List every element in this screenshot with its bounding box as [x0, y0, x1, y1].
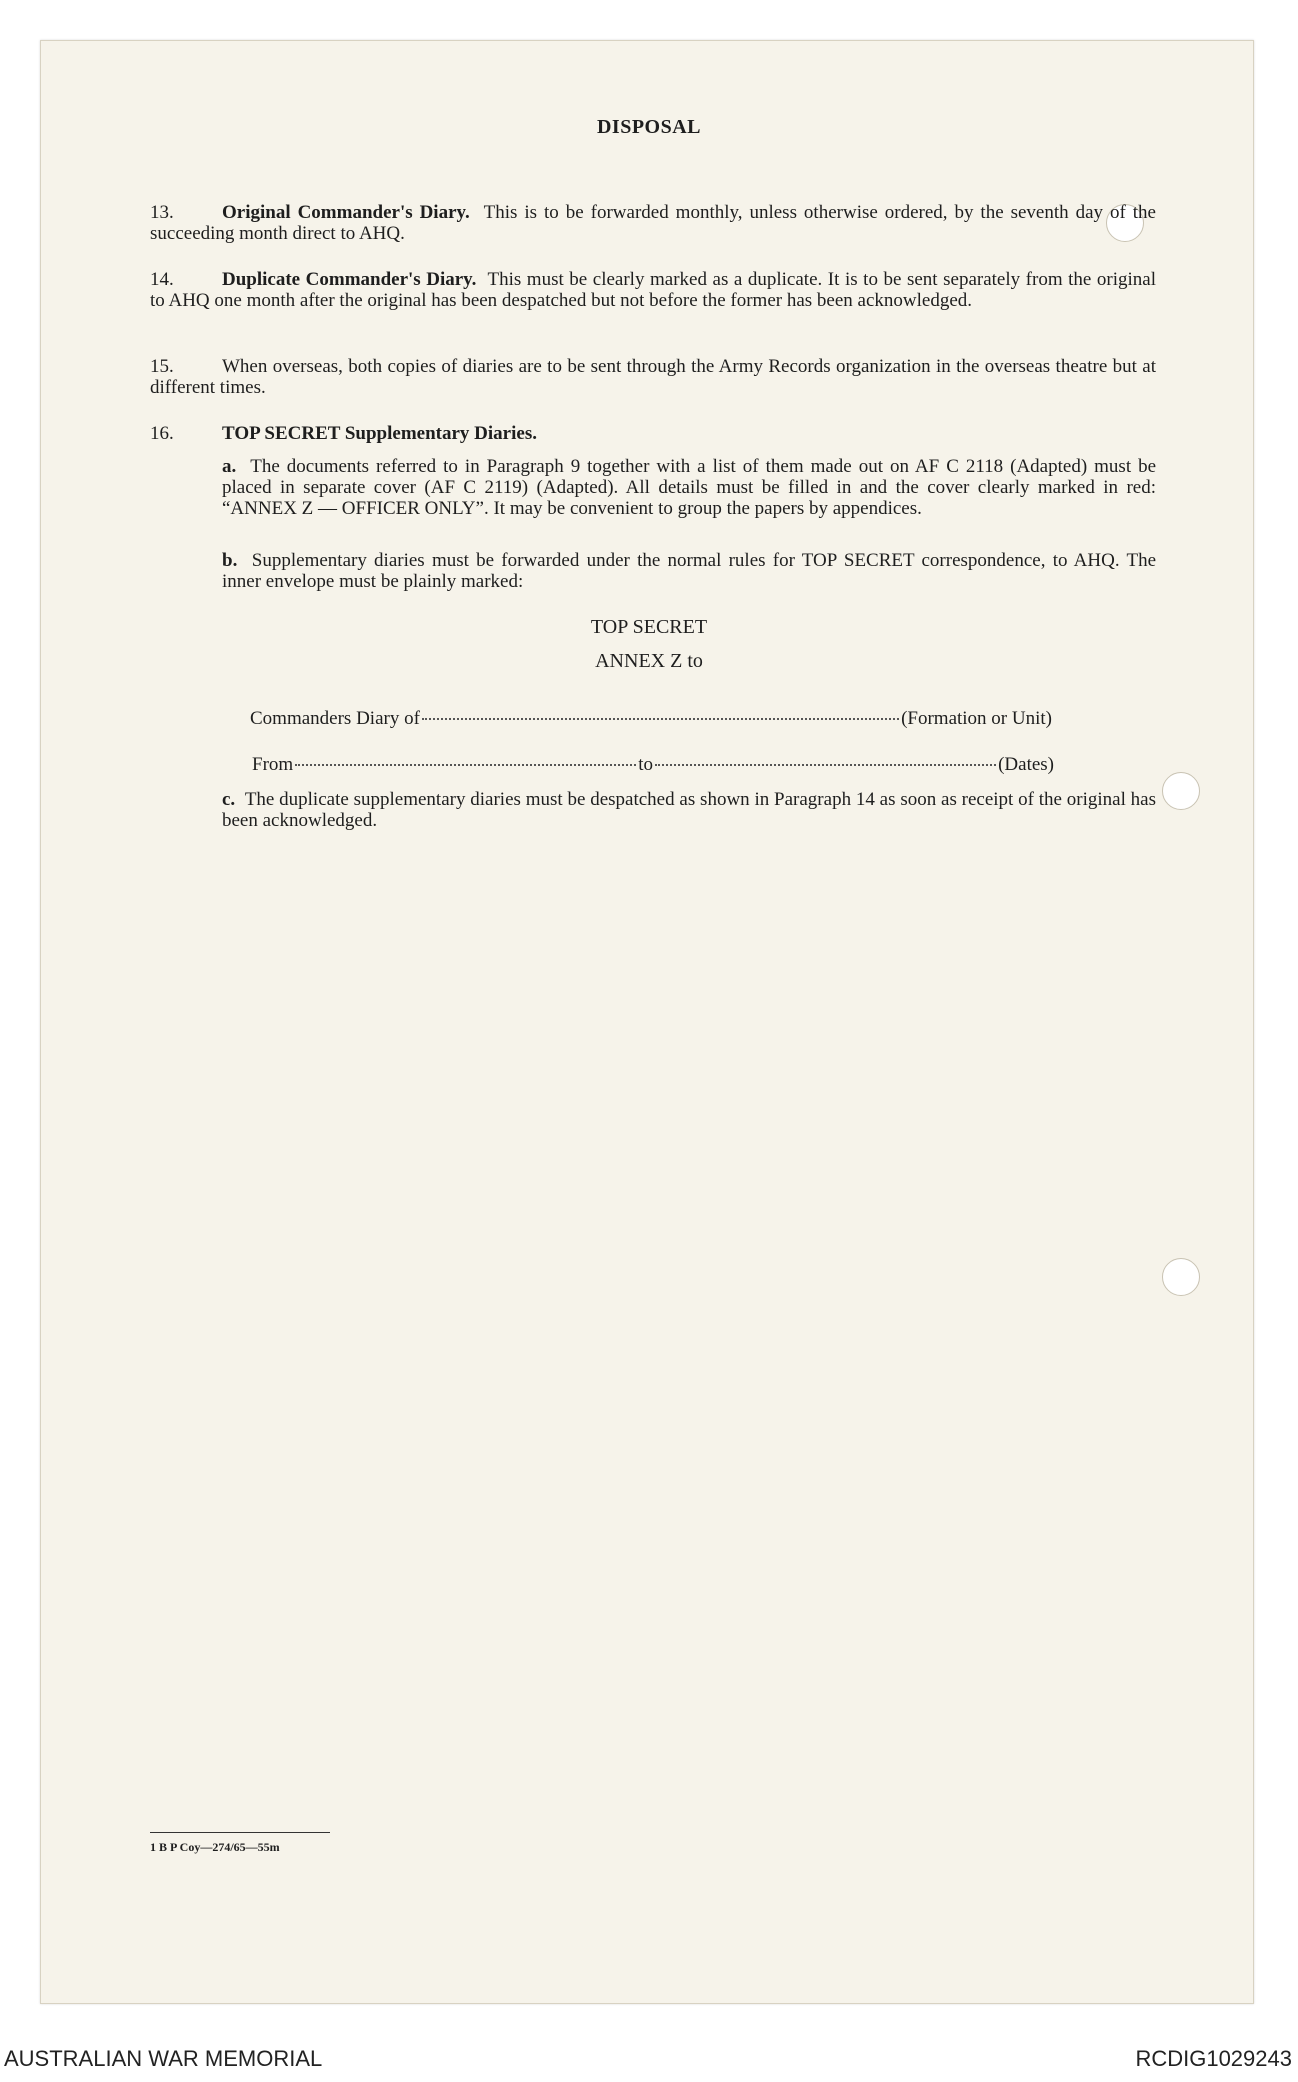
form-line-dates: [252, 754, 1054, 776]
paragraph-title: Duplicate Commander's Diary.: [222, 269, 477, 290]
paragraph-16-heading: [150, 423, 1156, 444]
subparagraph-text: Supplementary diaries must be forwarded under the normal rules for TOP SECRET correspondence, to AHQ. The inner envelope must be plainly marked:: [222, 550, 1156, 592]
print-footnote: 1 B P Coy—274/65—55m: [150, 1840, 280, 1854]
marking-top-secret: TOP SECRET: [590, 616, 708, 638]
paragraph-14: [150, 269, 1156, 311]
subparagraph-label: c.: [222, 789, 236, 810]
section-heading: DISPOSAL: [596, 116, 702, 138]
dotted-fill: [422, 718, 899, 720]
form-diary-label: Commanders Diary of: [250, 708, 420, 729]
paragraph-number: 16.: [150, 423, 174, 444]
form-diary-suffix: (Formation or Unit): [901, 708, 1052, 729]
dotted-fill: [655, 764, 996, 766]
paragraph-text: When overseas, both copies of diaries are to be sent through the Army Records organization in the overseas theatre but at different times.: [150, 356, 1156, 398]
document-page: [40, 40, 1254, 2004]
form-dates-suffix: (Dates): [998, 754, 1055, 775]
form-from-label: From: [252, 754, 294, 775]
paragraph-number: 13.: [150, 202, 174, 223]
archive-id: RCDIG1029243: [1135, 2046, 1292, 2071]
punch-hole-middle: [1162, 772, 1200, 810]
subparagraph-b: [222, 550, 1156, 592]
subparagraph-label: a.: [222, 456, 237, 477]
paragraph-13: [150, 202, 1156, 244]
paragraph-text: This must be clearly marked as a duplicate. It is to be sent separately from the original to AHQ one month after the original has been despatched but not before the former has been acknowledged.: [150, 269, 1156, 311]
paragraph-number: 14.: [150, 269, 174, 290]
paragraph-text: This is to be forwarded monthly, unless otherwise ordered, by the seventh day of the succeeding month direct to AHQ.: [150, 202, 1156, 244]
paragraph-title: Original Commander's Diary.: [222, 202, 470, 223]
footnote-rule: [150, 1832, 330, 1833]
subparagraph-text: The duplicate supplementary diaries must be despatched as shown in Paragraph 14 as soon as receipt of the original has been acknowledged.: [222, 789, 1157, 831]
subparagraph-a: [222, 456, 1156, 519]
subparagraph-label: b.: [222, 550, 238, 571]
dotted-fill: [295, 764, 636, 766]
marking-annex-z: ANNEX Z to: [595, 650, 703, 672]
paragraph-number: 15.: [150, 356, 174, 377]
paragraph-15: [150, 356, 1156, 398]
form-line-diary: [250, 708, 1052, 730]
paragraph-title: TOP SECRET Supplementary Diaries.: [222, 423, 537, 444]
punch-hole-bottom: [1162, 1258, 1200, 1296]
form-to-label: to: [638, 754, 654, 775]
subparagraph-text: The documents referred to in Paragraph 9 together with a list of them made out on AF C 2118 (Adapted) must be placed in separate cover (AF C 2119) (Adapted). All details must be filled in and the cover clearly marked in red: “ANNEX Z — OFFICER ONLY”. It may be convenient to group the papers by appendices.: [222, 456, 1157, 519]
subparagraph-c: [222, 789, 1156, 831]
archive-caption: AUSTRALIAN WAR MEMORIAL: [4, 2046, 323, 2071]
